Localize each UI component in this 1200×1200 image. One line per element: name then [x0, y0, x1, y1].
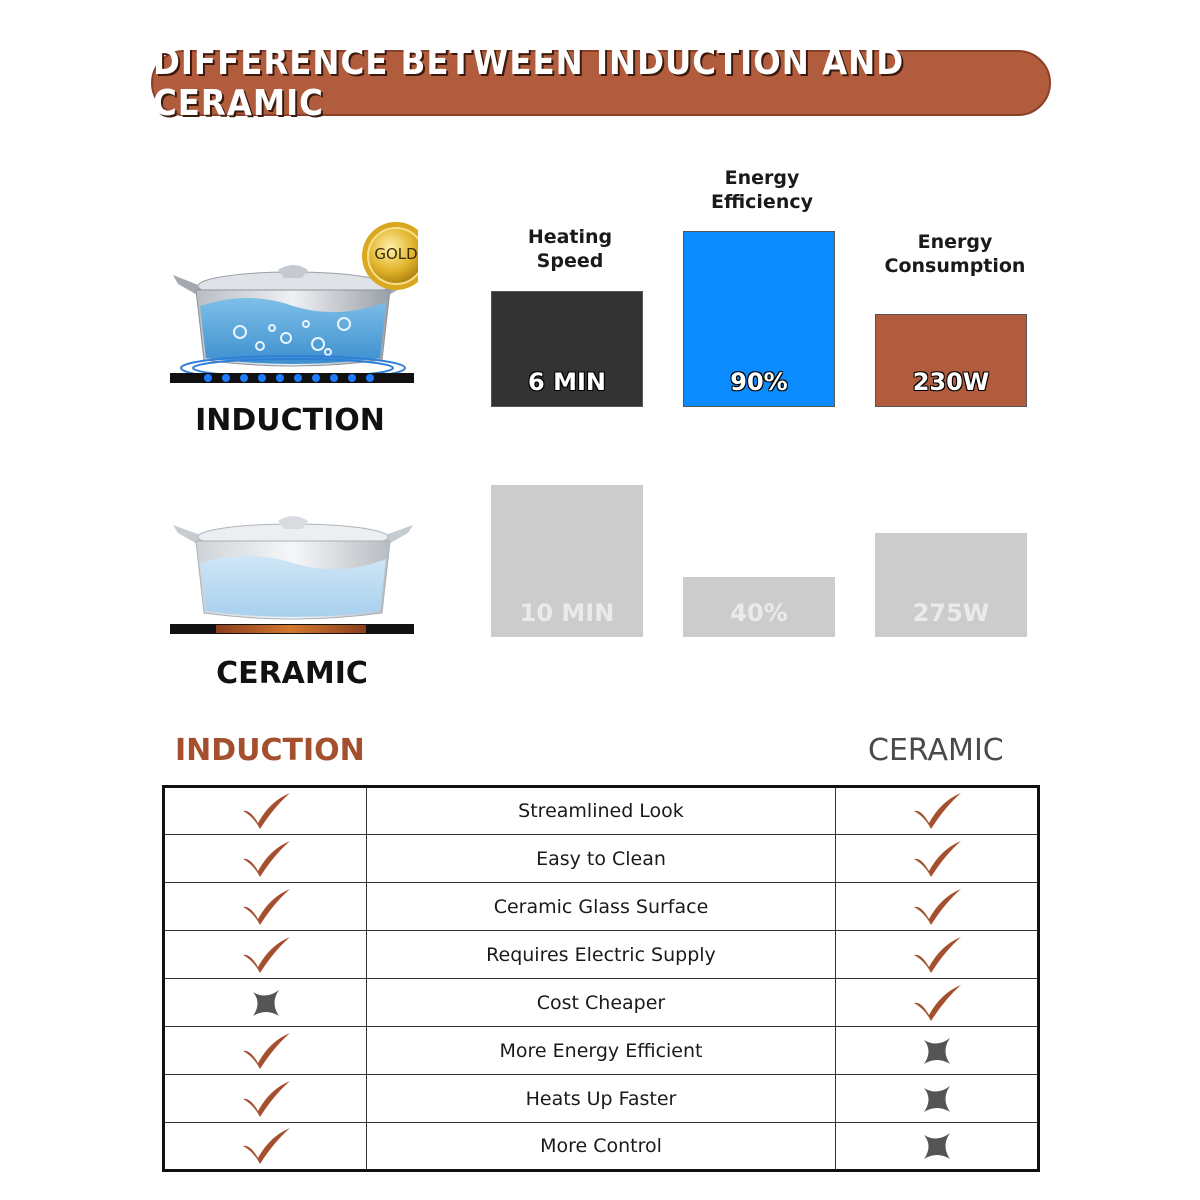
ceramic-bar-energy-efficiency — [683, 577, 835, 637]
feature-label: More Energy Efficient — [367, 1027, 836, 1075]
feature-label: Cost Cheaper — [367, 979, 836, 1027]
ceramic-bar-energy-consumption — [875, 533, 1027, 637]
comparison-table — [162, 785, 1040, 1172]
title-banner — [151, 42, 1051, 124]
ceramic-check-icon — [836, 931, 1039, 979]
induction-bar-energy-consumption — [875, 314, 1027, 407]
table-row — [164, 787, 1039, 835]
metric-label-energy-efficiency: Energy Efficiency — [710, 167, 813, 213]
induction-bar-value-energy-efficiency: 90% — [730, 368, 788, 396]
induction-bar-heating-speed — [491, 291, 643, 407]
feature-label: Streamlined Look — [367, 787, 836, 835]
ceramic-check-icon — [836, 883, 1039, 931]
ceramic-bar-value-energy-consumption: 275W — [912, 599, 990, 627]
induction-bar-value-energy-consumption: 230W — [912, 368, 990, 396]
feature-label: Ceramic Glass Surface — [367, 883, 836, 931]
ceramic-bar-heating-speed — [491, 485, 643, 637]
table-row — [164, 835, 1039, 883]
induction-check-icon — [164, 1123, 367, 1171]
table-row — [164, 1075, 1039, 1123]
feature-label: Requires Electric Supply — [367, 931, 836, 979]
ceramic-cross-icon — [836, 1123, 1039, 1171]
ceramic-cross-icon — [836, 1027, 1039, 1075]
page-title: DIFFERENCE BETWEEN INDUCTION AND CERAMIC — [153, 42, 905, 124]
feature-label: More Control — [367, 1123, 836, 1171]
ceramic-bar-value-heating-speed: 10 MIN — [519, 599, 615, 627]
metric-label-energy-consumption: Energy Consumption — [884, 231, 1026, 277]
feature-label: Easy to Clean — [367, 835, 836, 883]
ceramic-column-header: CERAMIC — [868, 733, 1004, 768]
induction-check-icon — [164, 1075, 367, 1123]
ceramic-check-icon — [836, 787, 1039, 835]
induction-check-icon — [164, 835, 367, 883]
ceramic-row-label: CERAMIC — [216, 656, 368, 691]
ceramic-pot-icon — [168, 505, 418, 637]
table-row — [164, 931, 1039, 979]
ceramic-check-icon — [836, 979, 1039, 1027]
induction-bar-value-heating-speed: 6 MIN — [528, 368, 606, 396]
ceramic-bar-value-energy-efficiency: 40% — [730, 599, 788, 627]
induction-bar-energy-efficiency — [683, 231, 835, 407]
table-row — [164, 1027, 1039, 1075]
ceramic-cross-icon — [836, 1075, 1039, 1123]
induction-check-icon — [164, 883, 367, 931]
induction-check-icon — [164, 787, 367, 835]
table-row — [164, 883, 1039, 931]
induction-column-header: INDUCTION — [175, 733, 365, 768]
metric-label-heating-speed: Heating Speed — [527, 226, 613, 272]
induction-cross-icon — [164, 979, 367, 1027]
table-row — [164, 1123, 1039, 1171]
induction-check-icon — [164, 931, 367, 979]
feature-label: Heats Up Faster — [367, 1075, 836, 1123]
induction-row-label: INDUCTION — [195, 403, 385, 438]
gold-badge-label: GOLD — [374, 245, 418, 263]
table-row — [164, 979, 1039, 1027]
ceramic-check-icon — [836, 835, 1039, 883]
induction-check-icon — [164, 1027, 367, 1075]
